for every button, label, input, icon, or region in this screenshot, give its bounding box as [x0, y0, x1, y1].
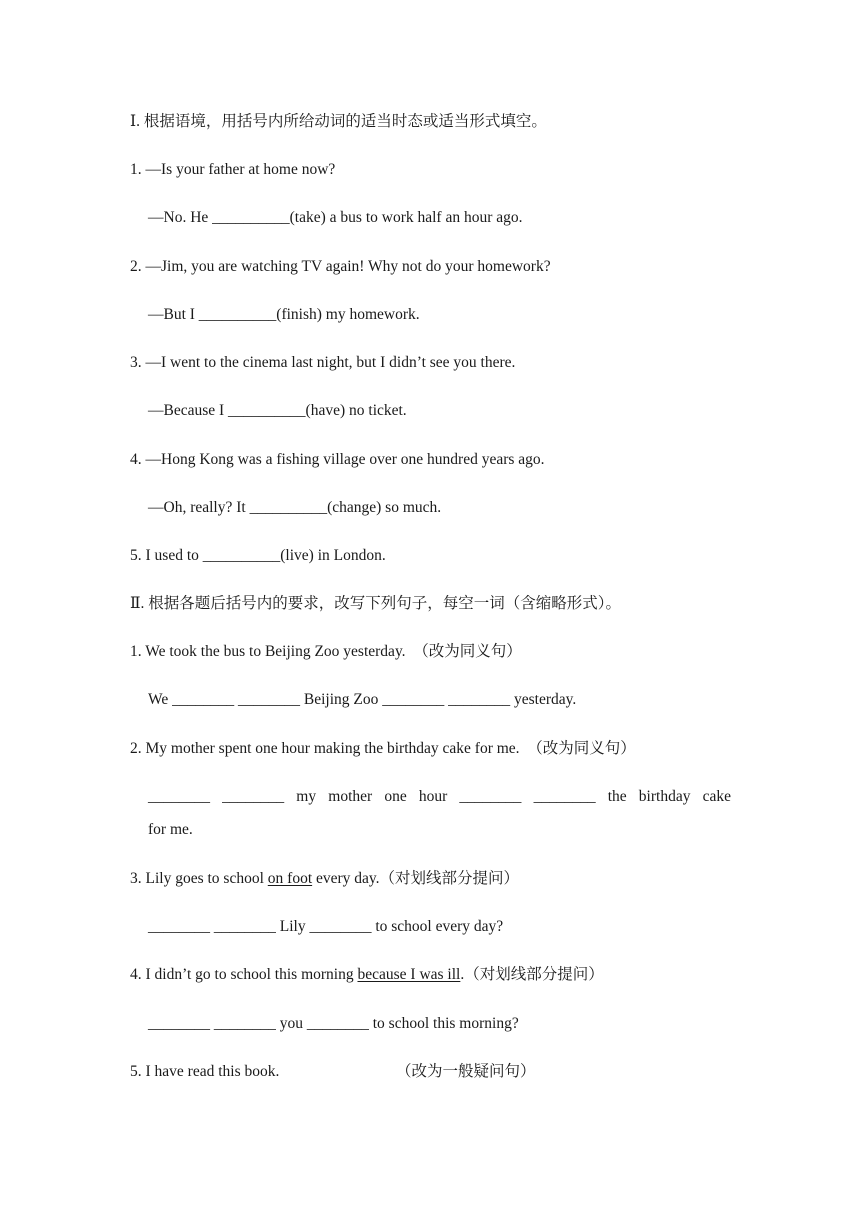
section-1-heading: Ⅰ. 根据语境，用括号内所给动词的适当时态或适当形式填空。 — [130, 113, 547, 130]
s2-q4-underlined: because I was ill — [357, 966, 461, 983]
s2-q5-note: （改为一般疑问句） — [396, 1063, 536, 1080]
s2-q3-before: 3. Lily goes to school — [130, 870, 268, 887]
s2-a2-cont: for me. — [148, 821, 193, 838]
s2-q3 — [130, 869, 519, 889]
s2-a4: ________ ________ you ________ to school this morning? — [148, 1015, 519, 1032]
s2-q3-underlined: on foot — [267, 870, 313, 887]
section-2-heading: Ⅱ. 根据各题后括号内的要求，改写下列句子，每空一词（含缩略形式）。 — [130, 595, 622, 612]
s2-q4-before: 4. I didn’t go to school this morning — [130, 966, 358, 983]
s2-q2: 2. My mother spent one hour making the birthday cake for me. （改为同义句） — [130, 740, 636, 757]
s2-a3: ________ ________ Lily ________ to school every day? — [148, 918, 504, 935]
s1-q4: 4. —Hong Kong was a fishing village over one hundred years ago. — [130, 451, 545, 468]
s1-a2: —But I __________(finish) my homework. — [148, 306, 420, 323]
s1-a4: —Oh, really? It __________(change) so much. — [148, 499, 442, 516]
s2-q1: 1. We took the bus to Beijing Zoo yesterday. （改为同义句） — [130, 643, 522, 660]
s1-q2: 2. —Jim, you are watching TV again! Why not do your homework? — [130, 258, 551, 275]
s1-q5: 5. I used to __________(live) in London. — [130, 547, 386, 564]
s1-a3: —Because I __________(have) no ticket. — [148, 402, 407, 419]
s1-q1: 1. —Is your father at home now? — [130, 161, 336, 178]
s2-q4 — [130, 965, 604, 985]
s2-q4-after: .（对划线部分提问） — [460, 966, 604, 983]
s1-a1: —No. He __________(take) a bus to work half an hour ago. — [148, 209, 523, 226]
s2-q3-after: every day.（对划线部分提问） — [312, 870, 520, 887]
s1-q3: 3. —I went to the cinema last night, but I didn’t see you there. — [130, 354, 516, 371]
s2-q5: 5. I have read this book. — [130, 1063, 280, 1080]
s2-a2: ________ ________ my mother one hour ________ ________ the birthday cake — [148, 788, 731, 805]
s2-a1: We ________ ________ Beijing Zoo ________ ________ yesterday. — [148, 691, 577, 708]
